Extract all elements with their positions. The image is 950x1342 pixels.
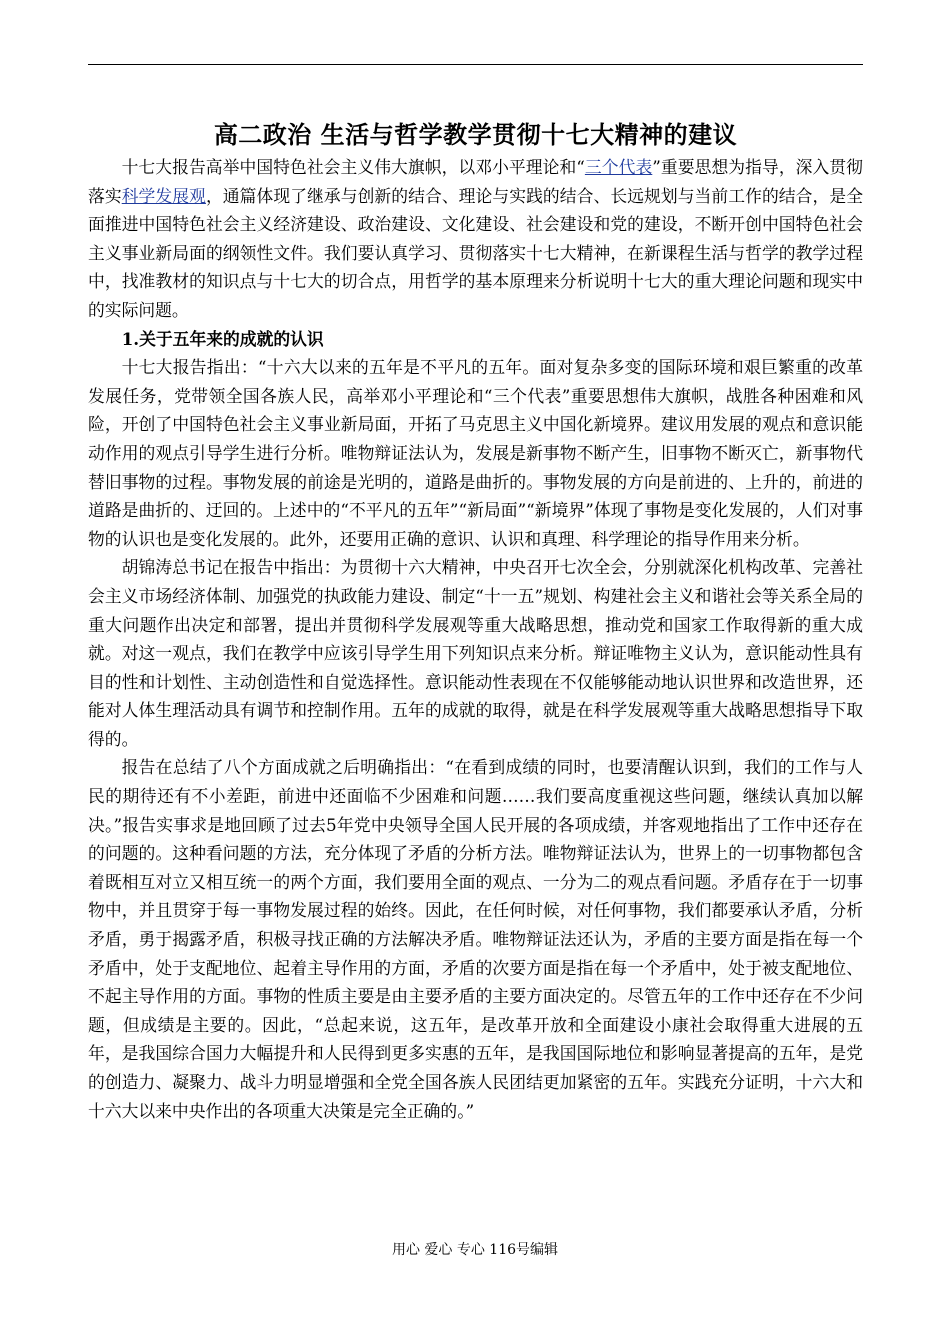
three-represents-link[interactable]: 三个代表 (584, 157, 653, 177)
scientific-development-link[interactable]: 科学发展观 (121, 185, 206, 206)
section-heading: 1.关于五年来的成就的认识 (121, 328, 324, 349)
intro-text-3: ，通篇体现了继承与创新的结合、理论与实践的结合、长远规划与当前工作的结合，是全面推进中国特色社会主义经济建设、政治建设、文化建设、社会建设和党的建设，不断开创中国特色社会主义事业新局面的纲领性文件。我们要认真学习、贯彻落实十七大精神，在新课程生活与哲学的教学过程中，找准教材的知识点与十七大的切合点，用哲学的基本原理来分析说明十七大的重大理论问题和现实中的实际问题。 (88, 185, 863, 320)
body-paragraph-1: 十七大报告指出：“十六大以来的五年是不平凡的五年。面对复杂多变的国际环境和艰巨繁重的改革发展任务，党带领全国各族人民，高举邓小平理论和“三个代表”重要思想伟大旗帜，战胜各种困难和风险，开创了中国特色社会主义事业新局面，开拓了马克思主义中国化新境界。建议用发展的观点和意识能动作用的观点引导学生进行分析。唯物辩证法认为，发展是新事物不断产生，旧事物不断灭亡，新事物代替旧事物的过程。事物发展的前途是光明的，道路是曲折的。事物发展的方向是前进的、上升的，前进的道路是曲折的、迂回的。上述中的“不平凡的五年”“新局面”“新境界”体现了事物是变化发展的，人们对事物的认识也是变化发展的。此外，还要用正确的意识、认识和真理、科学理论的指导作用来分析。 (88, 357, 863, 549)
document-title: 高二政治 生活与哲学教学贯彻十七大精神的建议 (213, 120, 738, 149)
body-paragraph-3: 报告在总结了八个方面成就之后明确指出：“在看到成绩的同时，也要清醒认识到，我们的工作与人民的期待还有不小差距，前进中还面临不少困难和问题……我们要高度重视这些问题，继续认真加以解决。”报告实事求是地回顾了过去5年党中央领导全国人民开展的各项成绩，并客观地指出了工作中还存在的问题的。这种看问题的方法，充分体现了矛盾的分析方法。唯物辩证法认为，世界上的一切事物都包含着既相互对立又相互统一的两个方面，我们要用全面的观点、一分为二的观点看问题。矛盾存在于一切事物中，并且贯穿于每一事物发展过程的始终。因此，在任何时候，对任何事物，我们都要承认矛盾，分析矛盾，勇于揭露矛盾，积极寻找正确的方法解决矛盾。唯物辩证法还认为，矛盾的主要方面是指在每一个矛盾中，处于支配地位、起着主导作用的方面，矛盾的次要方面是指在每一个矛盾中，处于被支配地位、不起主导作用的方面。事物的性质主要是由主要矛盾的主要方面决定的。尽管五年的工作中还存在不少问题，但成绩是主要的。因此，“总起来说，这五年，是改革开放和全面建设小康社会取得重大进展的五年，是我国综合国力大幅提升和人民得到更多实惠的五年，是我国国际地位和影响显著提高的五年，是党的创造力、凝聚力、战斗力明显增强和全党全国各族人民团结更加紧密的五年。实践充分证明，十六大和十六大以来中央作出的各项重大决策是完全正确的。” (88, 757, 863, 1121)
intro-paragraph (88, 153, 863, 325)
header-rule (88, 64, 863, 65)
page-footer: 用心 爱心 专心 116号编辑 (391, 1242, 559, 1258)
intro-text-2: ”重要思想为指导，深入贯彻落实 (88, 157, 863, 206)
document-body (88, 118, 863, 1125)
intro-text-1: 十七大报告高举中国特色社会主义伟大旗帜，以邓小平理论和“ (121, 157, 585, 177)
body-paragraph-2: 胡锦涛总书记在报告中指出：为贯彻十六大精神，中央召开七次全会，分别就深化机构改革、完善社会主义市场经济体制、加强党的执政能力建设、制定“十一五”规划、构建社会主义和谐社会等关系全局的重大问题作出决定和部署，提出并贯彻科学发展观等重大战略思想，推动党和国家工作取得新的重大成就。对这一观点，我们在教学中应该引导学生用下列知识点来分析。辩证唯物主义认为，意识能动性具有目的性和计划性、主动创造性和自觉选择性。意识能动性表现在不仅能够能动地认识世界和改造世界，还能对人体生理活动具有调节和控制作用。五年的成就的取得，就是在科学发展观等重大战略思想指导下取得的。 (88, 557, 863, 749)
